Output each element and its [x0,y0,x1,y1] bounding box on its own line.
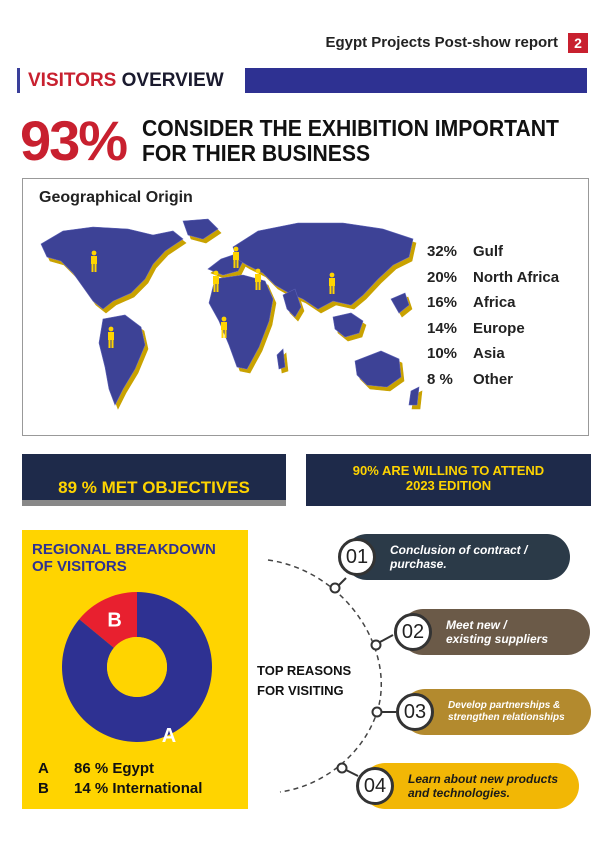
regional-title-line-2: OF VISITORS [32,558,127,575]
reason-item-2 [400,609,590,655]
reason-line-2: strengthen relationships [448,712,565,723]
section-heading [17,68,587,93]
list-item [427,243,559,269]
reason-item-4 [362,763,579,809]
legend-label: 14 % International [74,780,203,797]
willing-to-attend-banner [306,454,591,506]
reason-number: 02 [394,613,432,651]
legend-label: 86 % Egypt [74,760,155,777]
legend-item [38,760,202,780]
reason-item-1 [344,534,570,580]
regional-donut-chart [52,582,222,752]
legend-key: B [38,780,49,797]
reasons-title [257,661,351,701]
reason-line-2: and technologies. [408,786,511,800]
reason-number: 01 [338,538,376,576]
section-heading-label [17,68,232,93]
reason-item-3 [402,689,591,735]
reason-line-1: Develop partnerships & [448,700,561,711]
reasons-title-line-2: FOR VISITING [257,683,344,698]
world-map-icon [33,209,423,429]
geo-pct: 20% [427,268,458,286]
geo-title: Geographical Origin [39,189,193,206]
reasons-title-line-1: TOP REASONS [257,663,352,678]
legend-key: A [38,760,49,777]
list-item [427,269,559,295]
reason-number: 04 [356,767,394,805]
person-icon [221,317,227,338]
willing-text [306,463,591,493]
reason-line-1: Meet new / [446,618,507,632]
list-item [427,345,559,371]
geo-region: Other [473,370,514,388]
reason-line-1: Conclusion of contract / [390,543,528,557]
geo-pct: 10% [427,345,458,362]
section-title-red: VISITORS [28,70,117,91]
list-item [427,294,559,320]
geo-region: Africa [473,294,516,311]
section-title-dark: OVERVIEW [116,70,224,91]
regional-legend [38,760,202,800]
list-item [427,371,559,397]
headline-line-2: FOR THIER BUSINESS [142,140,371,166]
page-number-badge: 2 [568,33,588,53]
section-heading-bar [245,68,587,93]
geo-origin-list [427,243,559,396]
headline-text [142,116,559,166]
geo-region: North Africa [473,268,560,286]
objectives-banner [22,454,286,506]
willing-line-1: 90% ARE WILLING TO ATTEND [352,463,545,478]
reason-line-1: Learn about new products [408,772,559,786]
geo-pct: 32% [427,243,458,260]
donut-label-a: A [161,725,177,747]
regional-breakdown-title [32,541,216,575]
legend-item [38,780,202,800]
willing-line-2: 2023 EDITION [405,478,492,493]
headline-line-1: CONSIDER THE EXHIBITION IMPORTANT [142,115,559,141]
regional-breakdown-panel [22,530,248,809]
reason-line-2: purchase. [390,557,447,571]
objectives-text: 89 % MET OBJECTIVES [58,478,250,497]
geographical-origin-panel [22,178,589,436]
geo-pct: 16% [427,294,458,311]
geo-region: Europe [473,319,525,337]
list-item [427,320,559,346]
headline-percent: 93% [20,109,127,172]
geo-pct: 14% [427,319,458,337]
donut-hole [107,637,167,697]
geo-region: Gulf [473,243,503,260]
geo-pct: 8 % [427,370,453,388]
donut-label-b: B [107,609,122,632]
reason-line-2: existing suppliers [446,632,549,646]
geo-region: Asia [473,345,505,362]
regional-title-line-1: REGIONAL BREAKDOWN [32,541,216,558]
reason-number: 03 [396,693,434,731]
report-header-title: Egypt Projects Post-show report [325,34,558,51]
